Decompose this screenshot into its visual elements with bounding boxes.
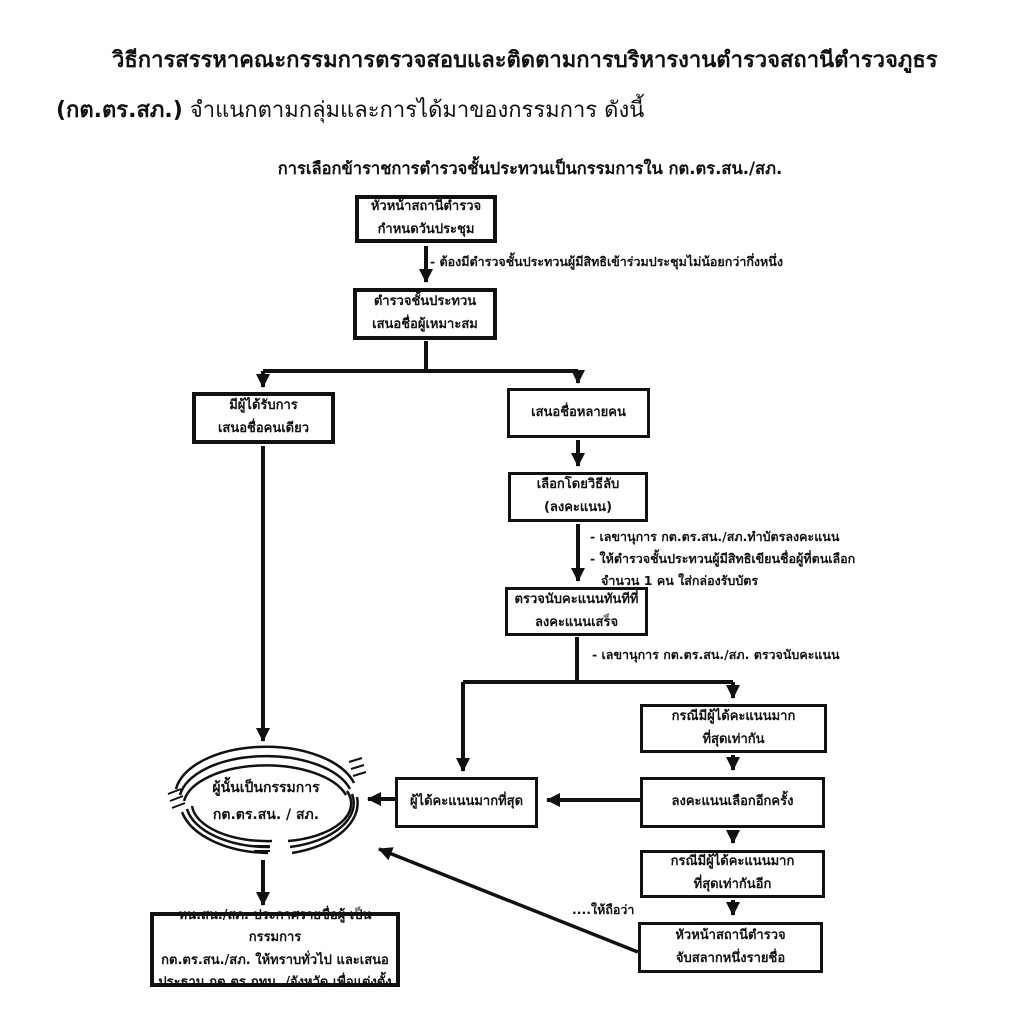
- box-text-line: หัวหน้าสถานีตำรวจ: [675, 927, 786, 943]
- flow-box-tie-again: [640, 850, 825, 898]
- box-text-line: ที่สุดเท่ากัน: [702, 731, 765, 747]
- flow-box-announce-result: [150, 908, 400, 990]
- box-text-line: ลงคะแนนเลือกอีกครั้ง: [671, 794, 794, 810]
- box-text-line: กรณีมีผู้ได้คะแนนมาก: [670, 854, 795, 870]
- flowchart-title: การเลือกข้าราชการตำรวจชั้นประทวนเป็นกรรมการใน กต.ตร.สน./สภ.: [277, 159, 783, 178]
- box-text-line: จับสลากหนึ่งรายชื่อ: [675, 950, 786, 966]
- result-ellipse-label: [178, 770, 354, 834]
- annotation-ballot-3: จำนวน 1 คน ใส่กล่องรับบัตร: [601, 573, 759, 588]
- flow-box-single-nominee: [192, 392, 335, 444]
- annotation-quorum: - ต้องมีตำรวจชั้นประทวนผู้มีสิทธิเข้าร่วมประชุมไม่น้อยกว่ากึ่งหนึ่ง: [430, 254, 783, 269]
- box-text-line: กำหนดวันประชุม: [377, 222, 475, 237]
- box-text-line: ลงคะแนนเสร็จ: [534, 614, 619, 630]
- flow-box-highest-score: [395, 777, 538, 828]
- heading-line-2-rest: จำแนกตามกลุ่มและการได้มาของกรรมการ ดังนี้: [182, 98, 645, 123]
- flow-box-multiple-nominees: [507, 388, 650, 438]
- box-text-line: ตรวจนับคะแนนทันทีที่: [514, 591, 639, 607]
- flow-box-chief-draws-lots: [638, 922, 823, 973]
- heading-line-2-bold: (กต.ตร.สภ.): [56, 98, 183, 123]
- flow-box-ncos-propose-names: [353, 288, 497, 340]
- box-text-line: ที่สุดเท่ากันอีก: [693, 877, 772, 892]
- box-text-line: กรณีมีผู้ได้คะแนนมาก: [671, 708, 796, 724]
- box-text-line: เสนอชื่อหลายคน: [531, 404, 626, 420]
- flow-box-station-chief-sets-meeting: [355, 195, 497, 243]
- box-text-line: (ลงคะแนน): [543, 500, 613, 515]
- flow-box-count-votes: [505, 587, 648, 636]
- flow-box-secret-vote: [508, 472, 648, 522]
- box-text-line: ประธาน กต.ตร.กทม. /จังหวัด เพื่อแต่งตั้ง: [158, 974, 392, 990]
- heading-line-1: วิธีการสรรหาคณะกรรมการตรวจสอบและติดตามการบริหารงานตำรวจสถานีตำรวจภูธร: [112, 48, 938, 73]
- box-text-line: ตำรวจชั้นประทวน: [373, 294, 477, 310]
- annotation-regard-as: ....ให้ถือว่า: [572, 902, 635, 917]
- annotation-ballot-2: - ให้ตำรวจชั้นประทวนผู้มีสิทธิเขียนชื่อผู้ที่ตนเลือก: [590, 551, 856, 566]
- box-text-line: หน.สน./สภ. ประกาศรายชื่อผู้ เป็นกรรมการ: [178, 908, 372, 946]
- flow-box-tie-highest-score: [640, 704, 827, 753]
- flow-box-revote: [640, 777, 825, 828]
- box-text-line: ผู้ได้คะแนนมากที่สุด: [409, 794, 524, 810]
- ellipse-text-line: ผู้นั้นเป็นกรรมการ: [212, 780, 320, 797]
- box-text-line: มีผู้ได้รับการ: [229, 398, 298, 414]
- box-text-line: เลือกโดยวิธีลับ: [536, 477, 620, 493]
- box-text-line: เสนอชื่อผู้เหมาะสม: [372, 317, 478, 332]
- ellipse-text-line: กต.ตร.สน. / สภ.: [212, 807, 320, 823]
- flow-arrows: [263, 246, 733, 952]
- box-text-line: กต.ตร.สน./สภ. ให้ทราบทั่วไป และเสนอ: [161, 952, 389, 968]
- annotation-count-note: - เลขานุการ กต.ตร.สน./สภ. ตรวจนับคะแนน: [592, 647, 840, 662]
- annotation-ballot-1: - เลขานุการ กต.ตร.สน./สภ.ทำบัตรลงคะแนน: [590, 529, 840, 544]
- box-text-line: หัวหน้าสถานีตำรวจ: [370, 199, 482, 215]
- box-text-line: เสนอชื่อคนเดียว: [217, 421, 310, 436]
